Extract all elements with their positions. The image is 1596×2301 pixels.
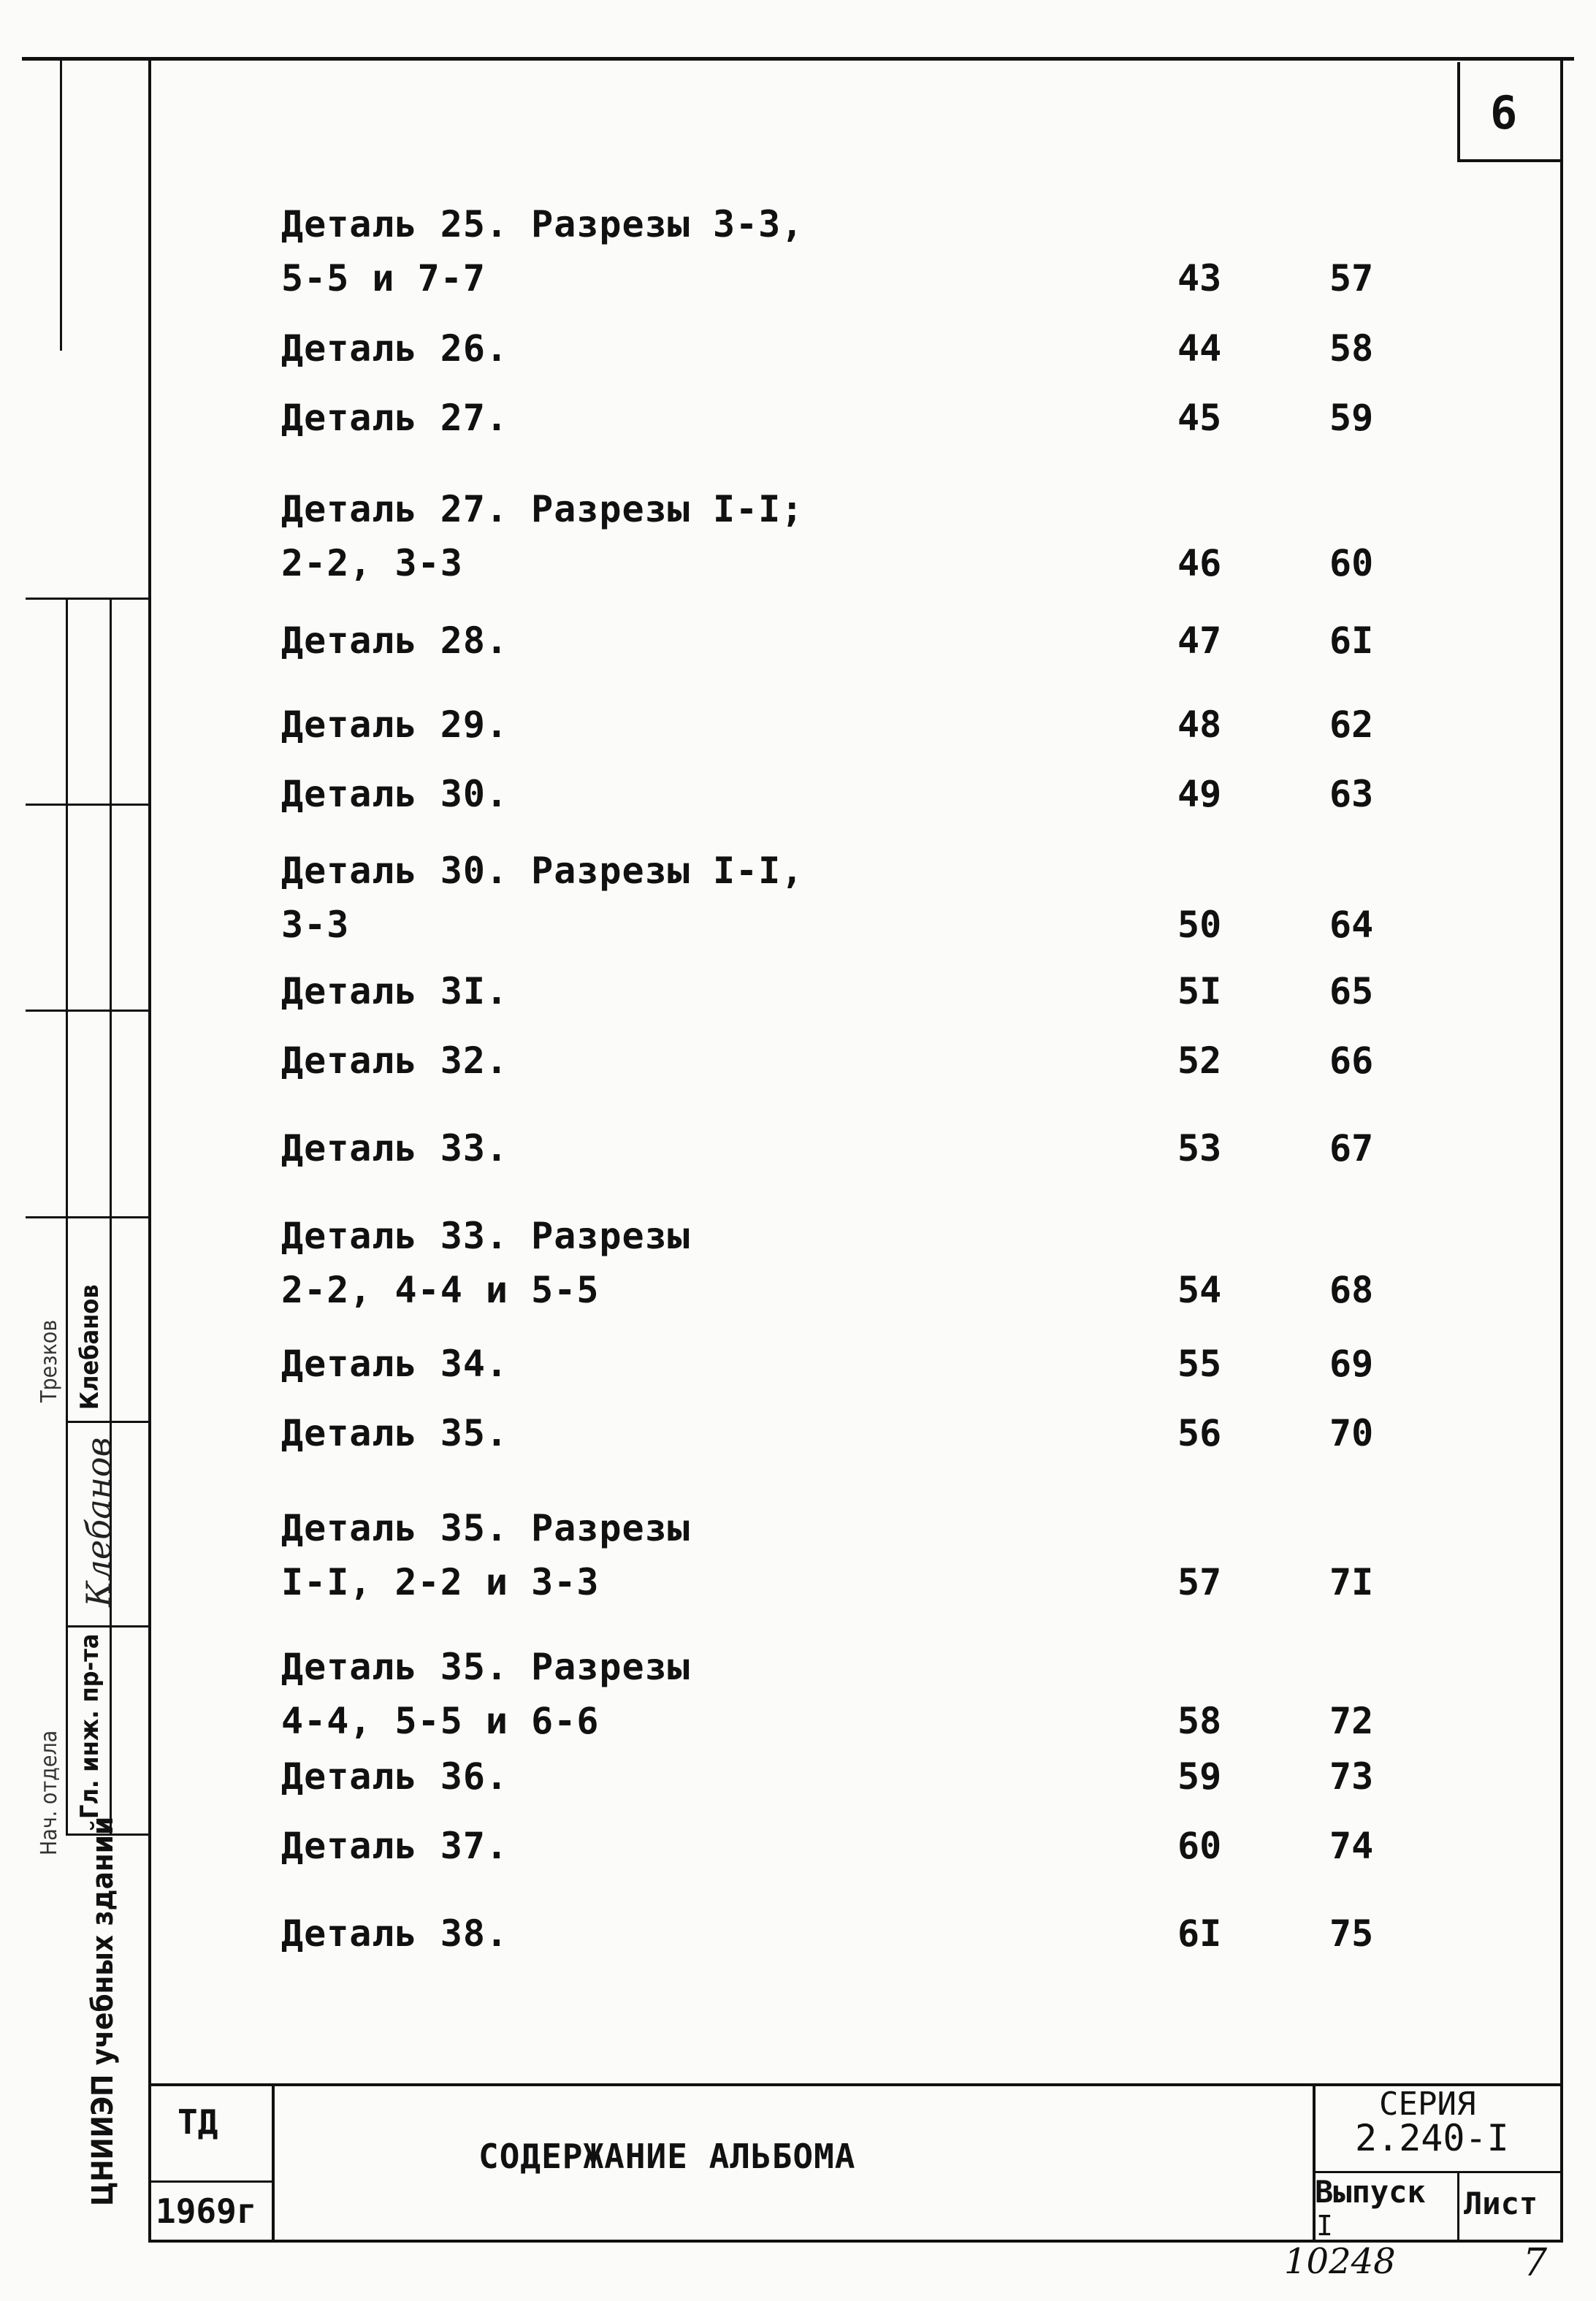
entry-title-line: Деталь 33. <box>281 1127 509 1169</box>
page-number: 57 <box>1329 257 1374 299</box>
year: 1969г <box>156 2191 257 2231</box>
page-number: 65 <box>1329 970 1374 1012</box>
right-border <box>1560 58 1563 2243</box>
drawing-number: 44 <box>1177 327 1222 370</box>
stamp-row2-name: Клебанов <box>75 1284 104 1410</box>
year-cell-line <box>148 2180 273 2183</box>
page-number: 70 <box>1329 1412 1374 1454</box>
entry-title-line: 2-2, 3-3 <box>281 542 463 584</box>
page-number: 7I <box>1329 1561 1374 1603</box>
page-number: 62 <box>1329 703 1374 746</box>
entry-title-line: Деталь 28. <box>281 619 509 662</box>
document-title: СОДЕРЖАНИЕ АЛЬБОМА <box>478 2137 856 2176</box>
entry-title-line: Деталь 35. Разрезы <box>281 1507 690 1549</box>
drawing-number: 47 <box>1177 619 1222 662</box>
drawing-number: 49 <box>1177 773 1222 815</box>
drawing-number: 5I <box>1177 970 1222 1012</box>
title-block-divider-left <box>272 2083 275 2241</box>
page-number: 66 <box>1329 1039 1374 1082</box>
entry-title-line: Деталь 33. Разрезы <box>281 1215 690 1257</box>
drawing-number: 58 <box>1177 1700 1222 1742</box>
page-number: 59 <box>1329 397 1374 439</box>
stamp-line-5 <box>66 1421 150 1423</box>
org-code: ТД <box>177 2102 218 2142</box>
stamp-line-3 <box>26 1010 150 1012</box>
drawing-number: 56 <box>1177 1412 1222 1454</box>
page-number: 68 <box>1329 1269 1374 1311</box>
entry-title-line: 5-5 и 7-7 <box>281 257 486 299</box>
entry-title-line: Деталь 30. <box>281 773 509 815</box>
drawing-number: 45 <box>1177 397 1222 439</box>
entry-title-line: Деталь 32. <box>281 1039 509 1082</box>
stamp-row1-role: Нач. отдела <box>37 1730 62 1855</box>
sheet-label: Лист <box>1464 2186 1538 2221</box>
page-number: 72 <box>1329 1700 1374 1742</box>
entry-title-line: Деталь 3I. <box>281 970 509 1012</box>
entry-title-line: 2-2, 4-4 и 5-5 <box>281 1269 600 1311</box>
stamp-row2-role: Гл. инж. пр-та <box>75 1633 104 1819</box>
left-margin-rule <box>60 58 62 351</box>
drawing-number: 60 <box>1177 1825 1222 1867</box>
stamp-line-2 <box>26 804 150 806</box>
page-number: 69 <box>1329 1343 1374 1385</box>
sheet-number: 7 <box>1523 2241 1548 2285</box>
title-block-top-line <box>148 2083 1563 2086</box>
entry-title-line: Деталь 25. Разрезы 3-3, <box>281 203 804 245</box>
drawing-number: 57 <box>1177 1561 1222 1603</box>
drawing-number: 6I <box>1177 1912 1222 1955</box>
page-number: 60 <box>1329 542 1374 584</box>
page-number: 75 <box>1329 1912 1374 1955</box>
entry-title-line: Деталь 36. <box>281 1755 509 1798</box>
page-number: 74 <box>1329 1825 1374 1867</box>
left-border <box>148 58 151 2243</box>
drawing-number: 52 <box>1177 1039 1222 1082</box>
drawing-number: 43 <box>1177 257 1222 299</box>
stamp-line-top <box>26 598 150 600</box>
page-number: 63 <box>1329 773 1374 815</box>
series-value: 2.240-I <box>1355 2117 1509 2159</box>
drawing-number: 59 <box>1177 1755 1222 1798</box>
page-number: 73 <box>1329 1755 1374 1798</box>
issue-value: I <box>1316 2210 1333 2242</box>
top-border <box>22 57 1574 61</box>
issue-label: Выпуск <box>1315 2174 1426 2210</box>
series-label: СЕРИЯ <box>1379 2086 1476 2123</box>
drawing-number: 46 <box>1177 542 1222 584</box>
entry-title-line: Деталь 35. Разрезы <box>281 1646 690 1688</box>
entry-title-line: Деталь 37. <box>281 1825 509 1867</box>
series-cell-line <box>1313 2171 1562 2173</box>
drawing-number: 50 <box>1177 904 1222 946</box>
stamp-signature: Клебанов <box>79 1437 118 1607</box>
stamp-vline-1 <box>66 598 68 1835</box>
entry-title-line: Деталь 27. Разрезы I-I; <box>281 488 804 530</box>
entry-title-line: Деталь 38. <box>281 1912 509 1955</box>
stamp-line-6 <box>66 1625 150 1628</box>
entry-title-line: Деталь 35. <box>281 1412 509 1454</box>
drawing-number: 53 <box>1177 1127 1222 1169</box>
drawing-number: 55 <box>1177 1343 1222 1385</box>
institute-name: ЦНИИЭП учебных зданий <box>86 1816 120 2206</box>
page-number: 67 <box>1329 1127 1374 1169</box>
drawing-number: 54 <box>1177 1269 1222 1311</box>
page-number: 58 <box>1329 327 1374 370</box>
page-number: 6I <box>1329 619 1374 662</box>
stamp-row1-name: Трезков <box>37 1319 62 1403</box>
entry-title-line: Деталь 26. <box>281 327 509 370</box>
entry-title-line: I-I, 2-2 и 3-3 <box>281 1561 600 1603</box>
drawing-number: 48 <box>1177 703 1222 746</box>
archive-number: 10248 <box>1284 2241 1396 2282</box>
title-block-divider-right <box>1313 2083 1316 2241</box>
entry-title-line: 3-3 <box>281 904 350 946</box>
entry-title-line: Деталь 27. <box>281 397 509 439</box>
entry-title-line: 4-4, 5-5 и 6-6 <box>281 1700 600 1742</box>
entry-title-line: Деталь 29. <box>281 703 509 746</box>
sheet-marker: 6 <box>1490 86 1518 140</box>
page-number: 64 <box>1329 904 1374 946</box>
entry-title-line: Деталь 34. <box>281 1343 509 1385</box>
stamp-line-4 <box>26 1216 150 1218</box>
sheet-cell-divider <box>1457 2171 1459 2241</box>
entry-title-line: Деталь 30. Разрезы I-I, <box>281 850 804 892</box>
stamp-vline-2 <box>110 598 112 1835</box>
